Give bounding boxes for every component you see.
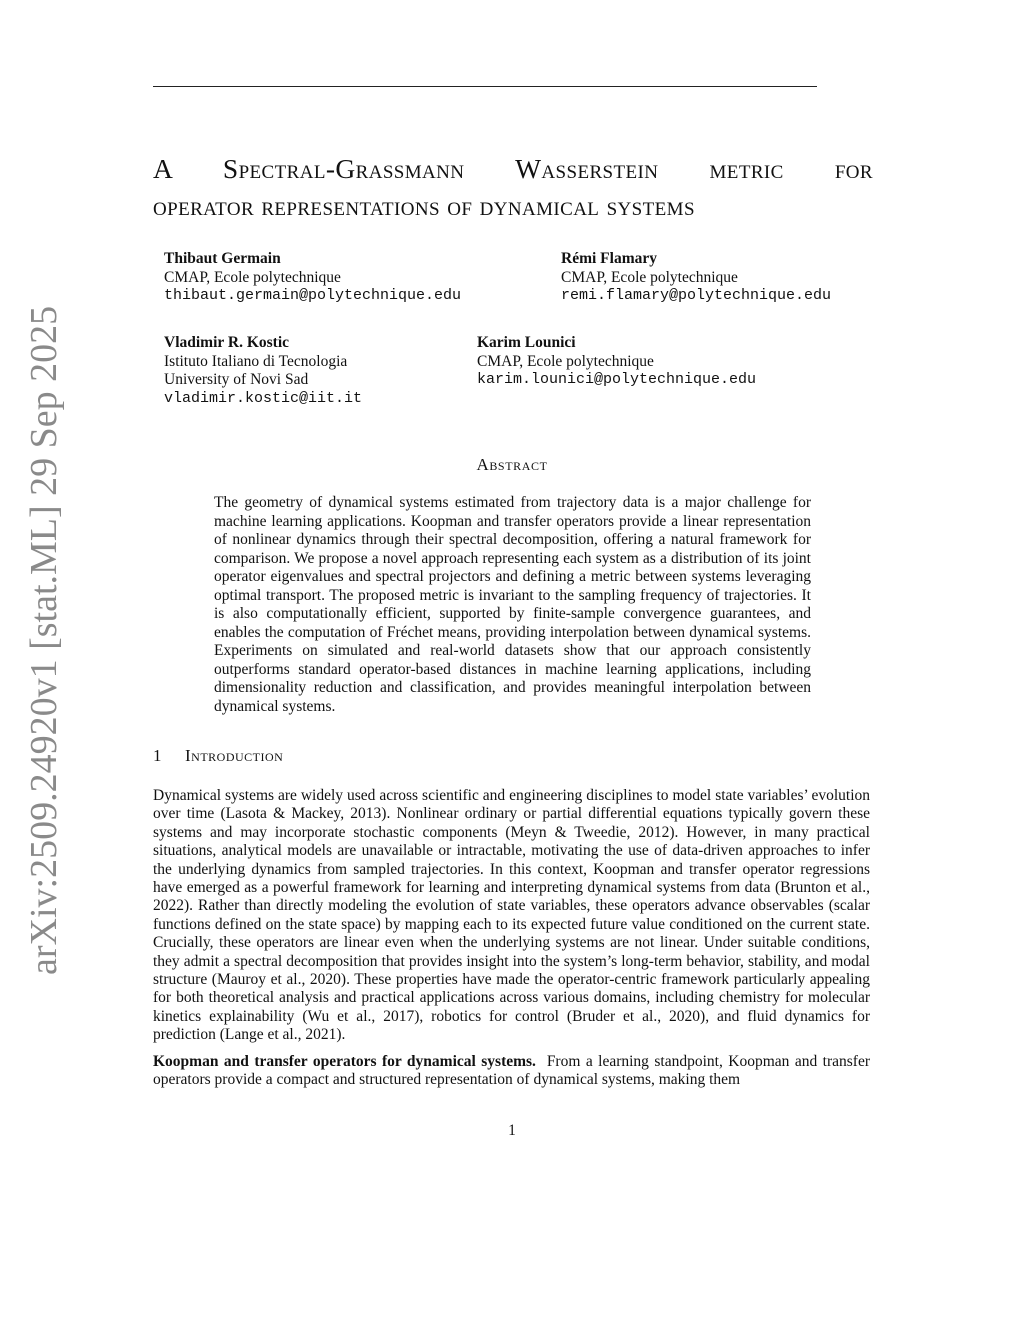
author-block bbox=[164, 250, 461, 306]
author-affiliation: CMAP, Ecole polytechnique bbox=[561, 268, 738, 286]
abstract-text: The geometry of dynamical systems estimated from trajectory data is a major challenge for machine learning applications. Koopman and transfer operators provide a linear representation of nonlinear dynamics through their spectral decomposition, offering a natural framework for comparison. We propose a novel approach representing each system as a distribution of its joint operator eigenvalues and spectral projectors and defining a metric between systems leveraging optimal transport. The proposed metric is invariant to the sampling frequency of trajectories. It is also computationally efficient, supported by finite-sample convergence guarantees, and enables the computation of Fréchet means, providing interpolation between dynamical systems. Experiments on simulated and real-world datasets show that our approach consistently outperforms standard operator-based distances in machine learning applications, including dimensionality reduction and classification, and provides meaningful interpolation between dynamical systems. bbox=[214, 494, 811, 715]
author-email: remi.flamary@polytechnique.edu bbox=[561, 287, 832, 304]
top-rule bbox=[153, 86, 817, 87]
author-block bbox=[164, 334, 362, 408]
author-block bbox=[561, 250, 831, 306]
paragraph-heading: Koopman and transfer operators for dynamical systems. bbox=[153, 1053, 536, 1070]
intro-paragraph: Dynamical systems are widely used across scientific and engineering disciplines to model state variables’ evolution over time (Lasota & Mackey, 2013). Nonlinear ordinary or partial differential equations typically govern these systems and may incorporate stochastic components (Meyn & Tweedie, 2012). However, in many practical situations, analytical models are unavailable or intractable, motivating the use of data-driven approaches to infer the underlying dynamics from sampled trajectories. In this context, Koopman and transfer operator regressions have emerged as a powerful framework for learning and interpreting dynamical systems from data (Brunton et al., 2022). Rather than directly modeling the evolution of state variables, these operators advance observables (scalar functions defined on the state space) by mapping each to its expected future value conditioned on the current state. Crucially, these operators are linear even when the underlying systems are not linear. Under suitable conditions, they admit a spectral decomposition that provides insight into the system’s long-term behavior, stability, and modal structure (Mauroy et al., 2020). These properties have made the operator-centric framework particularly appealing for both theoretical analysis and practical applications across various domains, including chemistry for molecular kinetics explainability (Wu et al., 2017), robotics for control (Bruder et al., 2020), and fluid dynamics for prediction (Lange et al., 2021). bbox=[153, 787, 870, 1044]
author-email: thibaut.germain@polytechnique.edu bbox=[164, 287, 462, 304]
author-name: Thibaut Germain bbox=[164, 250, 281, 267]
author-email: karim.lounici@polytechnique.edu bbox=[477, 371, 757, 388]
abstract-heading: Abstract bbox=[476, 455, 548, 474]
author-affiliation: CMAP, Ecole polytechnique bbox=[477, 352, 654, 370]
arxiv-identifier: arXiv:2509.24920v1 [stat.ML] 29 Sep 2025 bbox=[23, 305, 65, 975]
author-affiliation: CMAP, Ecole polytechnique bbox=[164, 268, 341, 286]
section-number: 1 bbox=[153, 746, 162, 765]
paper-title bbox=[153, 150, 873, 224]
author-email: vladimir.kostic@iit.it bbox=[164, 389, 363, 407]
paragraph-text: From a learning standpoint, Koopman and transfer operators provide a compact and structured representation of dynamical systems, making them bbox=[153, 1053, 870, 1089]
author-block bbox=[477, 334, 756, 390]
section-title: Introduction bbox=[185, 746, 284, 765]
author-name: Karim Lounici bbox=[477, 334, 576, 351]
title-line-1: A Spectral-Grassmann Wasserstein metric for bbox=[153, 153, 873, 184]
page-number: 1 bbox=[508, 1122, 516, 1139]
author-name: Rémi Flamary bbox=[561, 250, 657, 267]
section-heading bbox=[153, 746, 283, 766]
title-line-2: operator representations of dynamical systems bbox=[153, 190, 695, 221]
author-affiliation-2: University of Novi Sad bbox=[164, 371, 309, 388]
author-affiliation: Istituto Italiano di Tecnologia bbox=[164, 352, 348, 370]
author-name: Vladimir R. Kostic bbox=[164, 334, 289, 351]
intro-paragraph-2 bbox=[153, 1053, 870, 1090]
